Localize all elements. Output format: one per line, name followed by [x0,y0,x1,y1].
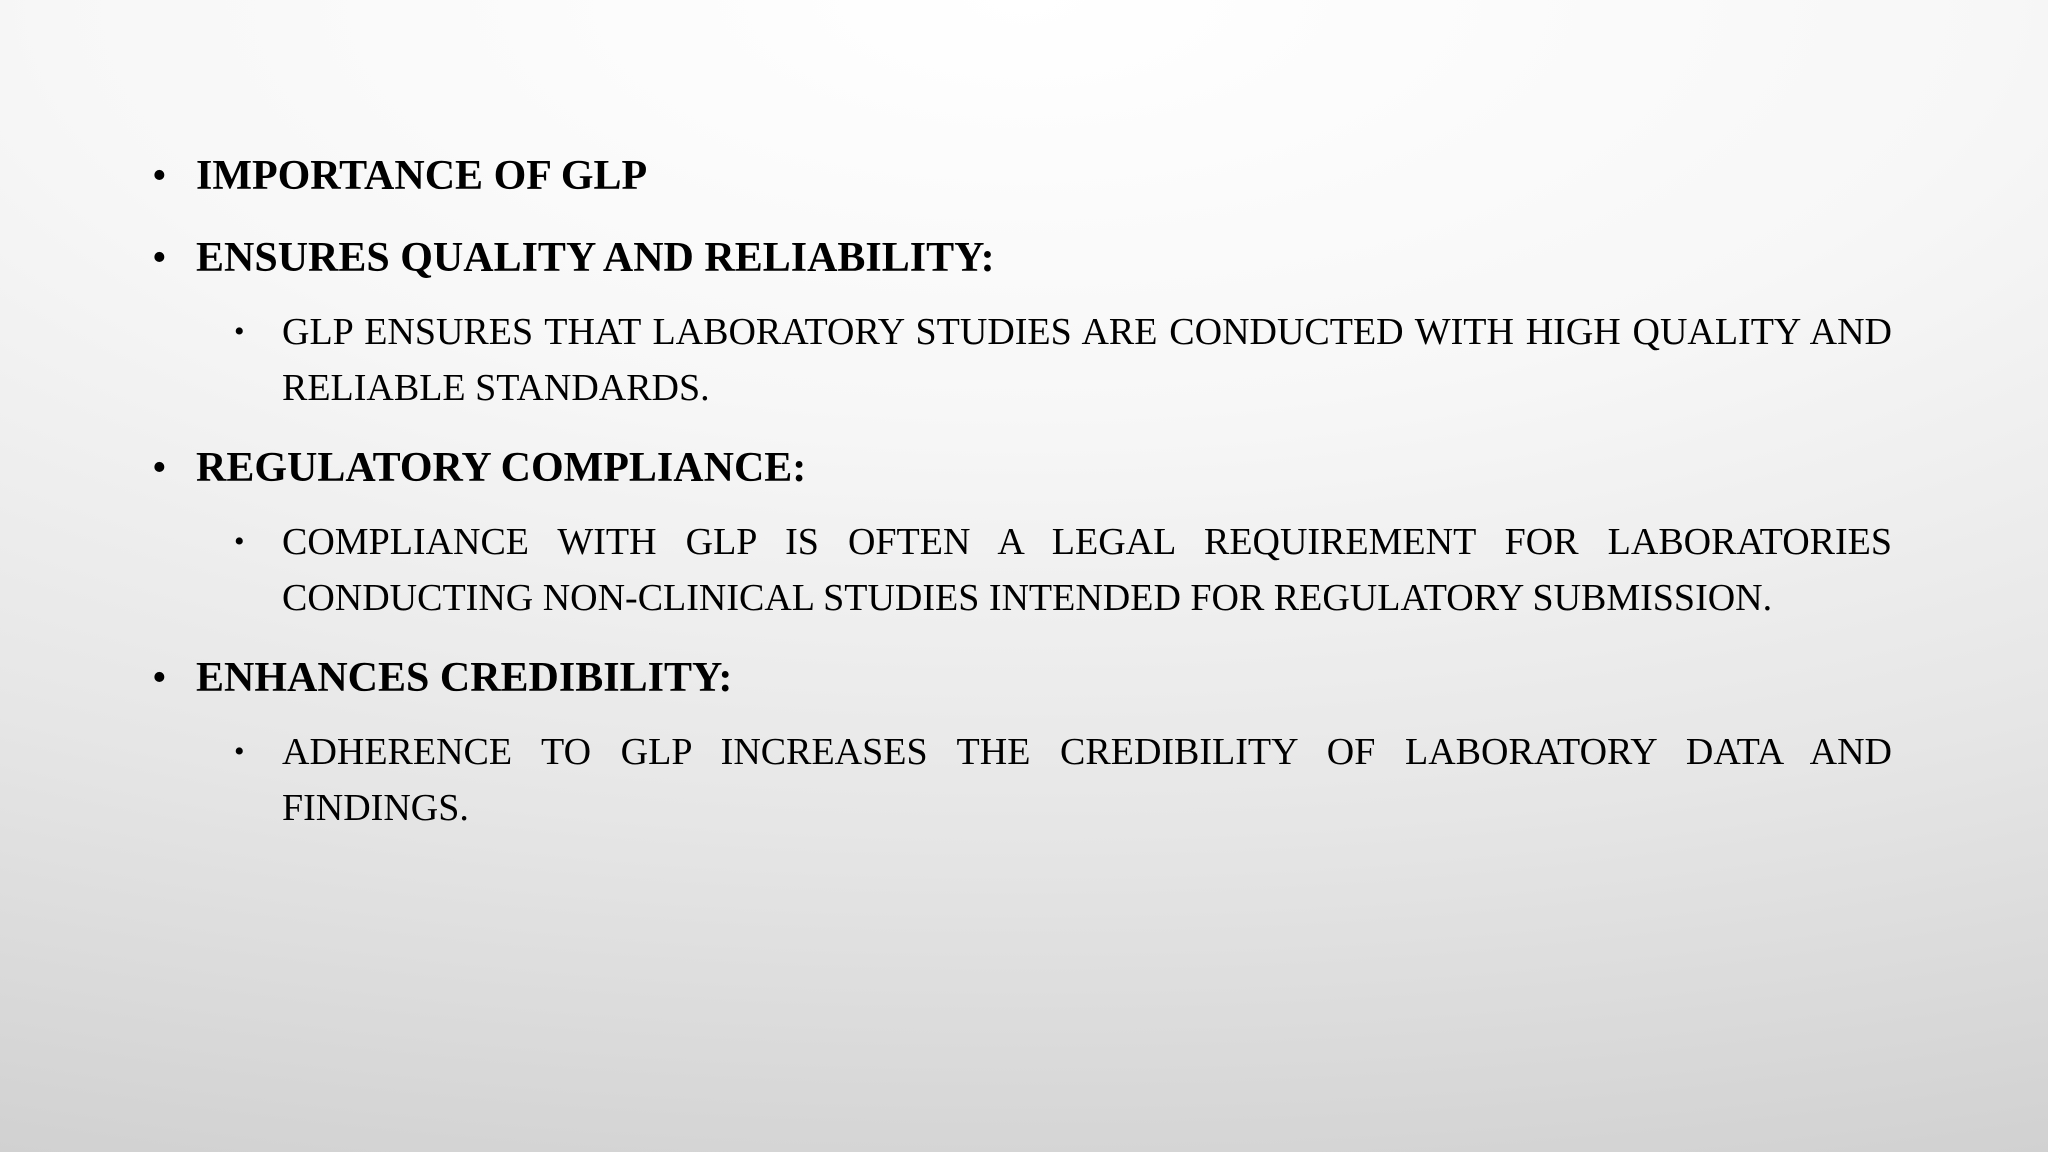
sub-bullet-text: COMPLIANCE WITH GLP IS OFTEN A LEGAL REQUIREMENT FOR LABORATORIES CONDUCTING NON-CLINICAL STUDIES INTENDED FOR REGULATORY SUBMISSION. [282,521,1892,619]
bullet-heading: ENHANCES CREDIBILITY: [196,655,733,701]
sub-bullet-text: GLP ENSURES THAT LABORATORY STUDIES ARE CONDUCTED WITH HIGH QUALITY AND RELIABLE STANDARDS. [282,311,1892,409]
bullet-enhances-credibility [152,652,1892,704]
sub-bullet-ensures-quality [232,304,1892,416]
sub-bullet-regulatory-compliance [232,514,1892,626]
bullet-dot-icon: • [152,445,167,491]
bullet-heading: IMPORTANCE OF GLP [196,153,648,199]
bullet-ensures-quality [152,232,1892,284]
bullet-dot-icon: • [152,235,167,281]
bullet-importance-of-glp [152,150,1892,202]
bullet-list [152,150,1892,862]
sub-bullet-dot-icon: • [234,735,245,768]
sub-bullet-text: ADHERENCE TO GLP INCREASES THE CREDIBILITY OF LABORATORY DATA AND FINDINGS. [282,731,1892,829]
sub-bullet-enhances-credibility [232,724,1892,836]
sub-bullet-dot-icon: • [234,525,245,558]
bullet-dot-icon: • [152,153,167,199]
bullet-regulatory-compliance [152,442,1892,494]
bullet-dot-icon: • [152,655,167,701]
bullet-heading: ENSURES QUALITY AND RELIABILITY: [196,235,995,281]
bullet-heading: REGULATORY COMPLIANCE: [196,445,807,491]
sub-bullet-dot-icon: • [234,315,245,348]
